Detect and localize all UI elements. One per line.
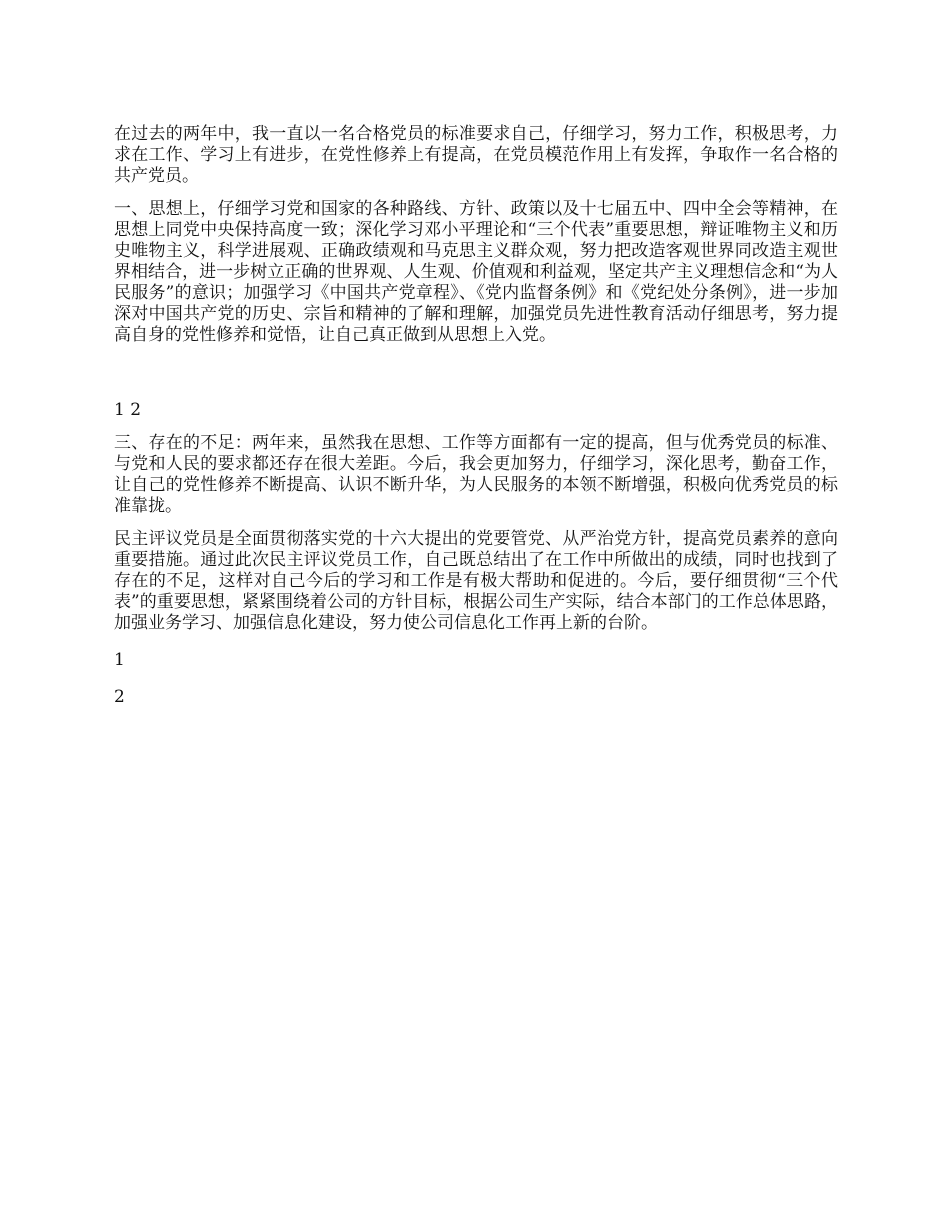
page-number-1: 1 [114,650,125,670]
paragraph-evaluation: 民主评议党员是全面贯彻落实党的十六大提出的党要管党、从严治党方针，提高党员素养的意向重要措施。通过此次民主评议党员工作，自己既总结出了在工作中所做出的成绩，同时也找到了存在的不足，这样对自己今后的学习和工作是有极大帮助和促进的。今后，要仔细贯彻“三个代表”的重要思想，紧紧围绕着公司的方针目标，根据公司生产实际，结合本部门的工作总体思路，加强业务学习、加强信息化建设，努力使公司信息化工作再上新的台阶。 [114,529,838,633]
document-page [114,124,838,708]
paragraph-intro: 在过去的两年中，我一直以一名合格党员的标准要求自己，仔细学习，努力工作，积极思考，力求在工作、学习上有进步，在党性修养上有提高，在党员模范作用上有发挥，争取作一名合格的共产党员。 [114,124,838,186]
paragraph-shortcomings: 三、存在的不足：两年来，虽然我在思想、工作等方面都有一定的提高，但与优秀党员的标准、与党和人民的要求都还存在很大差距。今后，我会更加努力，仔细学习，深化思考，勤奋工作，让自己的党性修养不断提高、认识不断升华，为人民服务的本领不断增强，积极向优秀党员的标准靠拢。 [114,433,838,516]
paragraph-ideology: 一、思想上，仔细学习党和国家的各种路线、方针、政策以及十七届五中、四中全会等精神，在思想上同党中央保持高度一致；深化学习邓小平理论和“三个代表”重要思想，辩证唯物主义和历史唯物主义，科学进展观、正确政绩观和马克思主义群众观，努力把改造客观世界同改造主观世界相结合，进一步树立正确的世界观、人生观、价值观和利益观，坚定共产主义理想信念和“为人民服务”的意识；加强学习《中国共产党章程》、《党内监督条例》和《党纪处分条例》，进一步加深对中国共产党的历史、宗旨和精神的了解和理解，加强党员先进性教育活动仔细思考，努力提高自身的党性修养和觉悟，让自己真正做到从思想上入党。 [114,199,838,345]
page-number-marker: 1 2 [114,400,142,420]
page-number-2: 2 [114,687,125,707]
